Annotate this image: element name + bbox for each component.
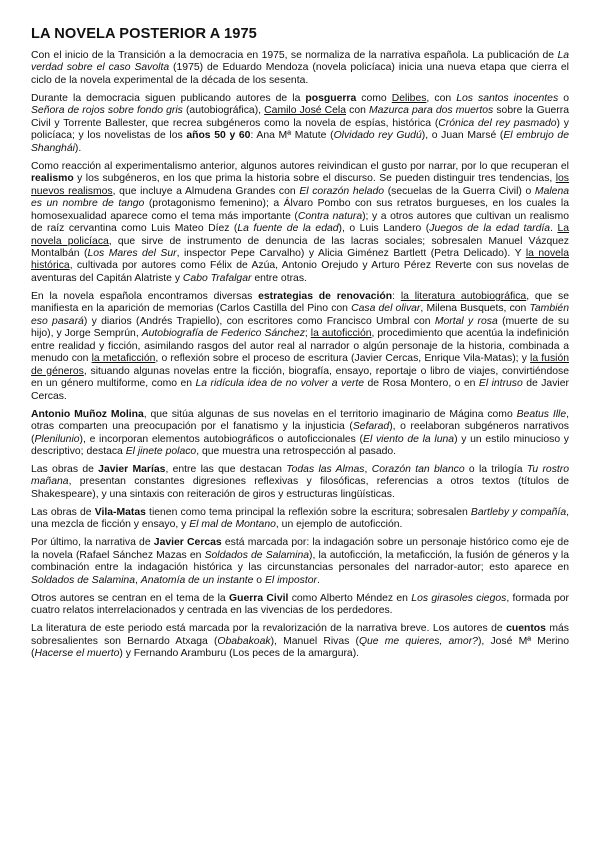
text-run: (secuelas de la Guerra Civil) o xyxy=(384,185,535,197)
text-run: Las obras de xyxy=(31,506,95,518)
italic-title: Casa del olivar xyxy=(351,303,421,315)
italic-title: El mal de Montano xyxy=(189,519,276,531)
italic-title: Los girasoles ciegos xyxy=(411,592,507,604)
italic-title: Corazón tan blanco xyxy=(371,464,465,476)
paragraph-p5 xyxy=(31,409,569,459)
text-run: ), José Mª Merino ( xyxy=(31,635,569,660)
bold-text: Antonio Muñoz Molina xyxy=(31,408,144,420)
italic-title: Anatomía de un instante xyxy=(140,574,254,586)
italic-title: La fuente de la edad xyxy=(237,223,339,235)
bold-text: Javier Marías xyxy=(98,464,166,476)
text-run: , xyxy=(134,574,141,586)
text-run: , o reflexión sobre el proceso de escritura (Javier Cercas, Enrique Vila-Matas); y xyxy=(155,353,531,365)
text-run: ), Manuel Rivas ( xyxy=(270,635,359,647)
italic-title: También eso pasará xyxy=(31,303,569,327)
text-run: : Ana Mª Matute ( xyxy=(250,130,334,142)
text-run: o la trilogía xyxy=(464,464,527,476)
underlined-term: Camilo José Cela xyxy=(264,105,347,117)
paragraph-p4 xyxy=(31,291,569,403)
italic-title: El corazón helado xyxy=(299,185,385,197)
paragraph-p3 xyxy=(31,161,569,286)
italic-title: Crónica del rey pasmado xyxy=(438,117,557,129)
text-run: de Rosa Montero, o en xyxy=(364,378,479,390)
bold-text: Guerra Civil xyxy=(229,592,289,604)
bold-text: estrategias de renovación xyxy=(258,290,393,302)
italic-title: El viento de la luna xyxy=(363,433,455,445)
text-run: ), e incorporan elementos autobiográficos o autoficcionales ( xyxy=(79,433,364,445)
page-title: LA NOVELA POSTERIOR A 1975 xyxy=(31,26,257,42)
text-run: ), o Juan Marsé ( xyxy=(421,130,504,142)
italic-title: El jinete polaco xyxy=(125,445,197,457)
text-run: , situando algunas novelas entre la ficción, biografía, ensayo, reportaje o libro de viajes, convirtiéndose en un género multiforme, como en xyxy=(31,365,569,390)
text-run: como xyxy=(356,92,392,104)
text-run: ) y policíaca; y los novelistas de los xyxy=(31,117,570,142)
text-run: ) y diarios (Andrés Trapiello), con escritores como Francisco Umbral con xyxy=(83,315,435,327)
text-run: , otras comparten una preocupación por el fanatismo y la injusticia ( xyxy=(31,408,569,433)
document-body xyxy=(31,50,569,661)
text-run: , entre las que destacan xyxy=(165,464,287,476)
text-run: tienen como tema principal la reflexión sobre la escritura; sobresalen xyxy=(145,506,471,518)
text-run: ; xyxy=(304,328,311,340)
text-run: La literatura de este periodo está marcada por la revalorización de la narrativa breve. Los autores de xyxy=(31,623,507,635)
bold-text: años 50 y 60 xyxy=(186,130,251,142)
text-run: , procedimiento que acentúa la indefinición entre realidad y ficción, asimilando rasgos del autor real al narrador o algún personaje de la historia, combinada a menudo con xyxy=(31,328,569,365)
italic-title: Todas las Almas xyxy=(286,464,365,476)
text-run: Por último, la narrativa de xyxy=(31,537,154,549)
text-run: ), o Luis Landero ( xyxy=(338,223,430,235)
italic-title: La ridícula idea de no volver a verte xyxy=(195,378,365,390)
text-run: Como reacción al experimentalismo anterior, algunos autores reivindican el gusto por narrar, por lo que recuperan el xyxy=(31,160,569,172)
text-run: , formada por cuatro relatos interrelacionados y centrada en las vivencias de los perdedores. xyxy=(31,592,570,617)
text-run: (muerte de su hijo), y Jorge Semprún, xyxy=(31,315,569,340)
italic-title: Cabo Trafalgar xyxy=(182,272,252,284)
text-run: más sobresalientes son Bernardo Atxaga ( xyxy=(31,623,569,647)
text-run: o xyxy=(253,574,265,586)
text-run: ). xyxy=(74,142,82,154)
italic-title: El intruso xyxy=(478,378,523,390)
text-run: , con xyxy=(426,92,457,104)
text-run: ); y a otros autores que cultivan un realismo de raíz cervantina como Luis Mateo Díez ( xyxy=(31,210,569,235)
italic-title: Hacerse el muerto xyxy=(34,648,120,660)
text-run: , Milena Busquets, con xyxy=(420,303,530,315)
text-run: , inspector Pepe Carvalho) y Alicia Giménez Bartlett (Petra Delicado). Y xyxy=(176,247,526,259)
underlined-term: Delibes xyxy=(391,92,427,104)
bold-text: Javier Cercas xyxy=(153,537,222,549)
italic-title: Obabakoak xyxy=(217,635,271,647)
paragraph-p1 xyxy=(31,50,569,87)
italic-title: Contra natura xyxy=(297,210,363,222)
text-run: . xyxy=(550,223,558,235)
bold-text: posguerra xyxy=(305,92,357,104)
text-run: ) y un estilo minucioso y descriptivo; destaca xyxy=(31,433,569,457)
text-run: , que se manifiesta en la aparición de memorias (Carlos Castilla del Pino con xyxy=(31,290,569,315)
italic-title: Olvidado rey Gudú xyxy=(333,130,422,142)
italic-title: Plenilunio xyxy=(34,433,80,445)
paragraph-p9 xyxy=(31,593,569,618)
italic-title: Tu rostro mañana xyxy=(31,464,570,488)
underlined-term: la metaficción xyxy=(91,353,156,365)
paragraph-p8 xyxy=(31,537,569,587)
italic-title: El impostor xyxy=(264,574,317,586)
text-run: entre otras. xyxy=(251,272,307,284)
text-run: ), o reelaboran subgéneros narrativos ( xyxy=(31,421,570,445)
italic-title: Sefarad xyxy=(352,421,390,433)
italic-title: Señora de rojos sobre fondo gris xyxy=(31,105,183,117)
text-run: , una mezcla de ficción y ensayo, y xyxy=(31,506,569,531)
italic-title: Bartleby y compañía xyxy=(470,506,567,518)
italic-title: Juegos de la edad tardía xyxy=(429,223,551,235)
italic-title: Los santos inocentes xyxy=(456,92,559,104)
bold-text: cuentos xyxy=(506,623,546,635)
paragraph-p2 xyxy=(31,93,569,155)
bold-text: realismo xyxy=(31,173,74,185)
italic-title: Los Mares del Sur xyxy=(87,247,177,259)
text-run: , que sitúa algunas de sus novelas en el territorio imaginario de Mágina como xyxy=(143,408,517,420)
text-run: , cultivada por autores como Félix de Azúa, Antonio Orejudo y Arturo Pérez Reverte con sus novelas de aventuras del Capitán Alatriste y xyxy=(31,260,569,284)
underlined-term: La novela policíaca xyxy=(31,223,569,247)
text-run: , presentan constantes digresiones reflexivas y filosóficas, referencias a otros textos (títulos de Shakespeare), y una sintaxis con reiteración de giros y estructuras lingüísticas. xyxy=(31,476,569,500)
text-run: o xyxy=(558,92,569,104)
text-run: sobre la Guerra Civil y Torrente Ballester, que recrea subgéneros como la novela de espías, histórica ( xyxy=(31,105,569,129)
underlined-term: la fusión de géneros xyxy=(31,353,570,377)
text-run: En la novela española encontramos diversas xyxy=(31,290,259,302)
text-run: de Javier Cercas. xyxy=(31,378,569,402)
text-run: (protagonismo femenino); a Álvaro Pombo con sus retratos burgueses, en los cuales la homosexualidad aparece como el tema más importante ( xyxy=(31,198,569,222)
underlined-term: los nuevos realismos xyxy=(31,173,569,197)
underlined-term: la novela histórica xyxy=(31,247,569,272)
text-run: Las obras de xyxy=(31,464,99,476)
text-run: (1975) de Eduardo Mendoza (novela policíaca) inicia una nueva etapa que cierra el ciclo de la novela experimental de la década de los sesenta. xyxy=(31,62,569,86)
text-run: (autobiográfica), xyxy=(182,105,265,117)
text-run: , xyxy=(364,464,372,476)
underlined-term: la autoficción xyxy=(310,328,372,340)
text-run: , que incluye a Almudena Grandes con xyxy=(112,185,300,197)
text-run: , que sirve de instrumento de denuncia de las lacras sociales; sobresalen Manuel Vázquez Montalbán ( xyxy=(31,235,569,259)
text-run: y los subgéneros, en los que prima la historia sobre el discurso. Se pueden distinguir tres tendencias, xyxy=(73,173,556,185)
paragraph-p6 xyxy=(31,464,569,501)
text-run: con xyxy=(346,105,369,117)
text-run: Otros autores se centran en el tema de la xyxy=(31,592,230,604)
italic-title: Malena es un nombre de tango xyxy=(31,185,570,210)
italic-title: Mazurca para dos muertos xyxy=(369,105,494,117)
text-run: , que muestra una retrospección al pasado. xyxy=(196,445,397,457)
text-run: : xyxy=(392,290,401,302)
text-run: está marcada por: la indagación sobre un personaje histórico como eje de la novela (Rafael Sánchez Mazas en xyxy=(31,537,569,561)
underlined-term: la literatura autobiográfica xyxy=(400,290,527,302)
text-run: ) y Fernando Aramburu (Los peces de la amargura). xyxy=(119,648,360,660)
text-run: , un ejemplo de autoficción. xyxy=(275,519,403,531)
italic-title: Soldados de Salamina xyxy=(204,549,310,561)
italic-title: Autobiografía de Federico Sánchez xyxy=(141,328,305,340)
text-run: Durante la democracia siguen publicando autores de la xyxy=(31,92,306,104)
italic-title: Mortal y rosa xyxy=(434,315,498,327)
paragraph-p7 xyxy=(31,507,569,532)
italic-title: Que me quieres, amor? xyxy=(358,635,478,647)
italic-title: El embrujo de Shanghái xyxy=(31,130,569,154)
text-run: ), la autoficción, la metaficción, la fusión de géneros y la combinación entre la indagación histórica y las circunstancias personales del narrador-autor; esto aparece en xyxy=(31,549,569,574)
paragraph-p10 xyxy=(31,623,569,660)
text-run: Con el inicio de la Transición a la democracia en 1975, se normaliza de la narrativa española. La publicación de xyxy=(31,50,558,61)
text-run: como Alberto Méndez en xyxy=(288,592,412,604)
italic-title: La verdad sobre el caso Savolta xyxy=(31,50,569,74)
italic-title: Soldados de Salamina xyxy=(31,574,135,586)
italic-title: Beatus Ille xyxy=(516,408,567,420)
text-run: . xyxy=(316,574,320,586)
bold-text: Vila-Matas xyxy=(94,506,146,518)
